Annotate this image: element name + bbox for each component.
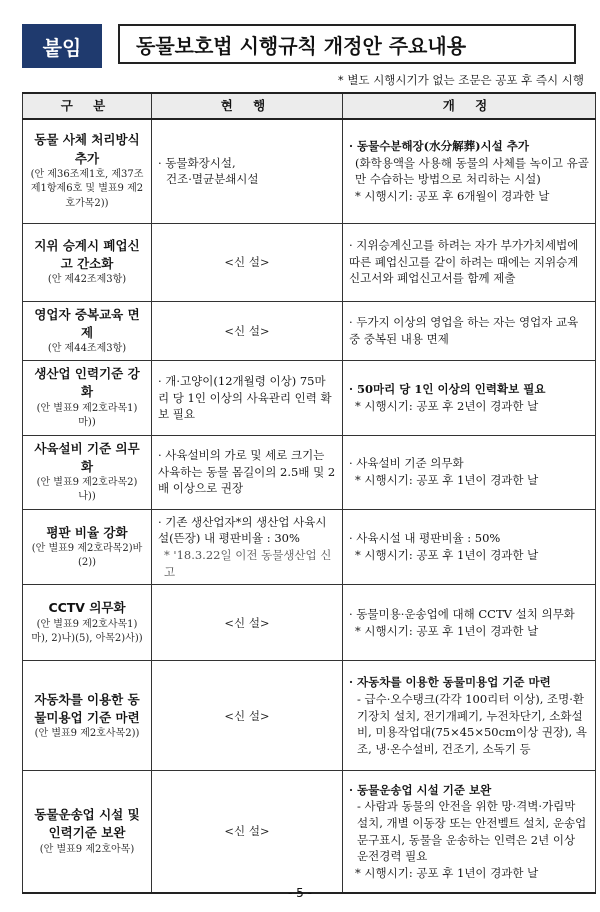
row-revised <box>343 771 596 893</box>
revised-line: * 시행시기: 공포 후 1년이 경과한 날 <box>355 548 539 563</box>
current-line: 건조·멸균분쇄시설 <box>166 172 259 187</box>
table-row <box>23 661 596 771</box>
row-reference: (안 별표9 제2호아목) <box>39 843 135 855</box>
row-current: <신 설> <box>152 223 343 301</box>
row-name: 생산업 인력기준 강화 <box>34 366 140 400</box>
row-reference: (안 제36조제1호, 제37조제1항제6호 및 별표9 제2호가목2)) <box>30 168 144 209</box>
row-name: 동물운송업 시설 및 인력기준 보완 <box>34 807 140 841</box>
row-current: <신 설> <box>152 301 343 361</box>
document-header <box>22 24 578 68</box>
table-row <box>23 301 596 361</box>
row-name: 평판 비율 강화 <box>46 524 128 540</box>
revised-line: · 지위승계신고를 하려는 자가 부가가치세법에 따른 폐업신고를 같이 하려는 때에는 지위승계신고서와 폐업신고서를 함께 제출 <box>349 237 579 286</box>
row-category <box>23 509 152 585</box>
revised-line: · 사육시설 내 평판비율 : 50% <box>349 531 501 546</box>
row-name: 자동차를 이용한 동물미용업 기준 마련 <box>34 691 140 725</box>
table-row <box>23 119 596 223</box>
table-row <box>23 435 596 509</box>
row-current <box>152 435 343 509</box>
revised-line: · 두가지 이상의 영업을 하는 자는 영업자 교육 중 중복된 내용 면제 <box>349 315 579 346</box>
row-revised <box>343 361 596 435</box>
current-line: · 개·고양이(12개월령 이상) 75마리 당 1인 이상의 사육관리 인력 확보 필요 <box>158 373 332 422</box>
row-category <box>23 119 152 223</box>
revised-line: · 자동차를 이용한 동물미용업 기준 마련 <box>349 675 551 690</box>
row-revised <box>343 119 596 223</box>
row-reference: (안 별표9 제2호라목2)바(2)) <box>31 542 143 569</box>
row-reference: (안 별표9 제2호사목2)) <box>34 727 140 739</box>
row-current: <신 설> <box>152 661 343 771</box>
page-title: 동물보호법 시행규칙 개정안 주요내용 <box>118 24 576 64</box>
header-current: 현 행 <box>152 93 343 119</box>
revised-line: - 사람과 동물의 안전을 위한 망·격벽·가림막 설치, 개별 이동장 또는 안전벨트 설치, 운송업 문구표시, 동물을 운송하는 인력은 2년 이상 운전경력 필요 <box>357 799 587 864</box>
amendment-table <box>22 92 596 894</box>
row-category <box>23 585 152 661</box>
table-row <box>23 509 596 585</box>
row-reference: (안 제42조제3항) <box>47 273 127 285</box>
row-current <box>152 509 343 585</box>
revised-line: · 동물운송업 시설 기준 보완 <box>349 782 492 797</box>
current-line: · 동물화장시설, <box>158 155 236 170</box>
row-category <box>23 435 152 509</box>
row-name: CCTV 의무화 <box>48 600 126 616</box>
row-category <box>23 361 152 435</box>
header-category: 구 분 <box>23 93 152 119</box>
revised-line: (화학용액을 사용해 동물의 사체를 녹이고 유골만 수습하는 방법으로 처리하는 시설) <box>355 155 589 187</box>
table-row <box>23 361 596 435</box>
revised-line: · 동물미용·운송업에 대해 CCTV 설치 의무화 <box>349 607 575 622</box>
revised-line: * 시행시기: 공포 후 2년이 경과한 날 <box>355 398 539 413</box>
attachment-tag: 붙임 <box>22 24 102 68</box>
row-current <box>152 119 343 223</box>
row-revised <box>343 435 596 509</box>
row-revised <box>343 661 596 771</box>
row-category <box>23 661 152 771</box>
row-revised <box>343 301 596 361</box>
revised-line: * 시행시기: 공포 후 1년이 경과한 날 <box>355 866 539 881</box>
row-current <box>152 361 343 435</box>
row-reference: (안 별표9 제2호라목2)나)) <box>36 476 138 503</box>
row-current: <신 설> <box>152 585 343 661</box>
current-line: · 기존 생산업자*의 생산업 사육시설(뜬장) 내 평판비율 : 30% <box>158 514 327 546</box>
page-number: - 5 - <box>288 886 312 900</box>
revised-line: * 시행시기: 공포 후 1년이 경과한 날 <box>355 623 539 638</box>
table-header-row <box>23 93 596 119</box>
revised-line: · 50마리 당 1인 이상의 인력확보 필요 <box>349 382 546 397</box>
header-revised: 개 정 <box>343 93 596 119</box>
row-name: 지위 승계시 폐업신고 간소화 <box>34 237 140 271</box>
row-reference: (안 별표9 제2호라목1)마)) <box>36 402 138 428</box>
table-row <box>23 585 596 661</box>
row-category <box>23 771 152 893</box>
revised-line: - 급수·오수탱크(각각 100리터 이상), 조명·환기장치 설치, 전기개폐기, 누전차단기, 소화설비, 미용작업대(75×45×50cm이상 권장), 욕조, 냉·온수설비, 건조기, 소독기 등 <box>357 691 587 756</box>
row-revised <box>343 509 596 585</box>
revised-line: · 사육설비 기준 의무화 <box>349 456 464 471</box>
table-row <box>23 771 596 893</box>
row-reference: (안 제44조제3항) <box>47 342 127 354</box>
row-current: <신 설> <box>152 771 343 893</box>
current-line: · 사육설비의 가로 및 세로 크기는 사육하는 동물 몸길이의 2.5배 및 2배 이상으로 권장 <box>158 448 336 496</box>
row-category <box>23 223 152 301</box>
row-reference: (안 별표9 제2호사목1)마), 2)나)(5), 아목2)사)) <box>31 618 143 644</box>
row-revised <box>343 223 596 301</box>
current-line: * '18.3.22일 이전 동물생산업 신고 <box>164 548 332 579</box>
row-name: 동물 사체 처리방식 추가 <box>34 132 140 166</box>
row-name: 사육설비 기준 의무화 <box>34 440 140 474</box>
table-row <box>23 223 596 301</box>
revised-line: · 동물수분해장(水分解葬)시설 추가 <box>349 138 529 153</box>
row-name: 영업자 중복교육 면제 <box>34 306 140 340</box>
revised-line: * 시행시기: 공포 후 6개월이 경과한 날 <box>355 188 550 203</box>
row-revised <box>343 585 596 661</box>
effective-date-note: * 별도 시행시기가 없는 조문은 공포 후 즉시 시행 <box>337 73 584 87</box>
revised-line: * 시행시기: 공포 후 1년이 경과한 날 <box>355 473 539 488</box>
row-category <box>23 301 152 361</box>
